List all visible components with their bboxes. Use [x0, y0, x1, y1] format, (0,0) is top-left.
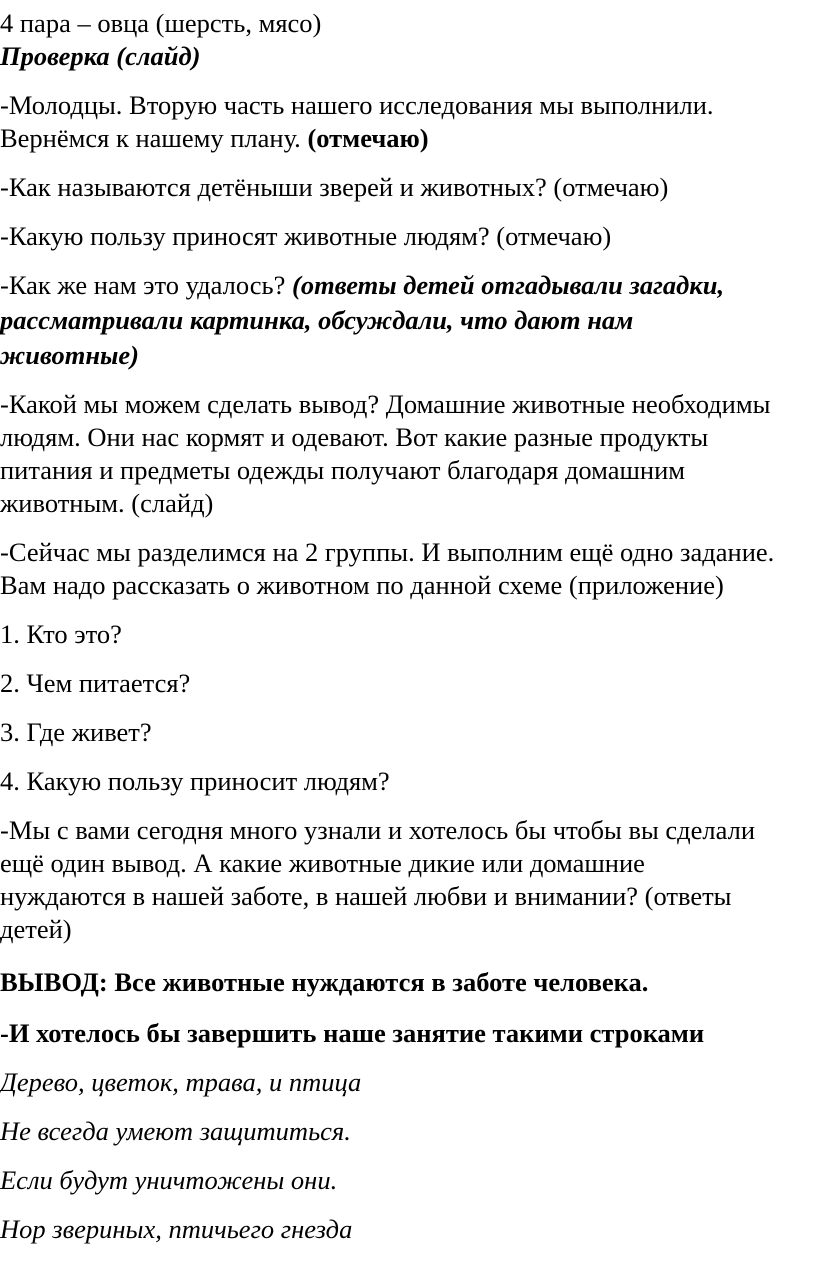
poem-line-1: Дерево, цветок, трава, и птица [0, 1067, 362, 1097]
text-line-groups-1: -Сейчас мы разделимся на 2 группы. И выполним ещё одно задание. [0, 537, 775, 567]
text-line-question-young: -Как называются детёныши зверей и животных? (отмечаю) [0, 172, 669, 202]
list-item-3: 3. Где живет? [0, 717, 152, 747]
text-line-groups-2: Вам надо рассказать о животном по данной схеме (приложение) [0, 570, 724, 600]
question-how-answer: (ответы детей отгадывали загадки, [292, 270, 725, 300]
text-line-final-3: нуждаются в нашей заботе, в нашей любви и внимании? (ответы [0, 881, 732, 911]
text-line-question-how [0, 269, 724, 302]
poem-line-2: Не всегда умеют защититься. [0, 1116, 351, 1146]
text-line-conclusion-3: питания и предметы одежды получают благодаря домашним [0, 455, 686, 485]
text-line-answer-cont-1: рассматривали картинка, обсуждали, что дают нам [0, 305, 634, 335]
text-line-final-4: детей) [0, 914, 72, 944]
text-line-pair-4: 4 пара – овца (шерсть, мясо) [0, 8, 322, 38]
text-line-question-benefit: -Какую пользу приносят животные людям? (отмечаю) [0, 221, 612, 251]
text-line-conclusion-4: животным. (слайд) [0, 488, 214, 518]
text-line-well-done: -Молодцы. Вторую часть нашего исследования мы выполнили. [0, 90, 714, 120]
list-item-2: 2. Чем питается? [0, 668, 191, 698]
text-line-return-plan [0, 122, 429, 155]
conclusion-heading: ВЫВОД: Все животные нуждаются в заботе человека. [0, 967, 649, 997]
text-line-final-2: ещё один вывод. А какие животные дикие или домашние [0, 848, 645, 878]
closing-intro: -И хотелось бы завершить наше занятие такими строками [0, 1018, 705, 1048]
list-item-1: 1. Кто это? [0, 619, 122, 649]
text-line-conclusion-1: -Какой мы можем сделать вывод? Домашние животные необходимы [0, 389, 771, 419]
question-how-text: -Как же нам это удалось? [0, 270, 293, 300]
poem-line-3: Если будут уничтожены они. [0, 1165, 338, 1195]
text-line-final-1: -Мы с вами сегодня много узнали и хотелось бы чтобы вы сделали [0, 815, 756, 845]
list-item-4: 4. Какую пользу приносит людям? [0, 766, 390, 796]
poem-line-4: Нор звериных, птичьего гнезда [0, 1214, 353, 1244]
heading-check-slide: Проверка (слайд) [0, 41, 201, 71]
text-line-answer-cont-2: животные) [0, 340, 140, 370]
return-plan-text: Вернёмся к нашему плану. [0, 123, 308, 153]
return-plan-note: (отмечаю) [307, 123, 429, 153]
text-line-conclusion-2: людям. Они нас кормят и одевают. Вот какие разные продукты [0, 422, 709, 452]
